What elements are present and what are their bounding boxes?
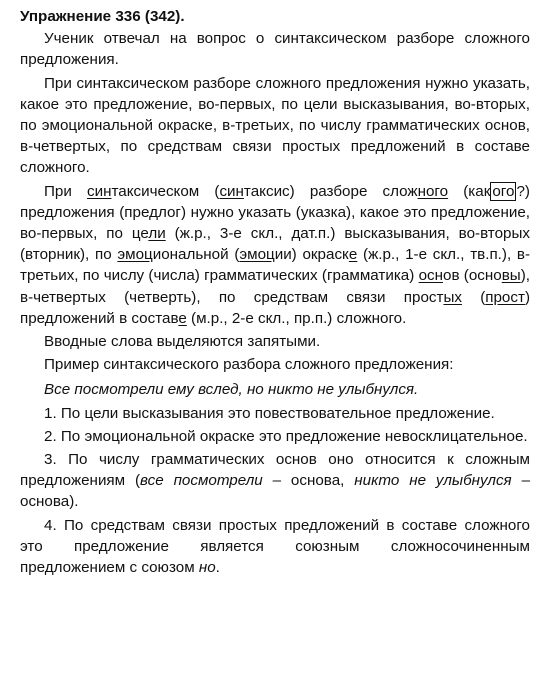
text-fragment: ов (осно xyxy=(443,267,502,285)
exercise-title: Упражнение 336 (342). xyxy=(20,8,185,25)
underlined-fragment: осн xyxy=(418,267,444,285)
text-fragment: ), в-четвертых (четверть), по средствам связи прост xyxy=(20,267,530,306)
boxed-ending: ого xyxy=(492,182,515,200)
underlined-fragment: син xyxy=(219,182,244,200)
analysis-item-3 xyxy=(20,449,530,513)
underlined-fragment: син xyxy=(87,182,112,200)
text-fragment: (ж.р., 3-е скл., дат.п.) высказывания, во-вторых (вторник), по xyxy=(20,225,530,264)
note-line: Вводные слова выделяются запятыми. xyxy=(44,333,321,351)
underlined-fragment: прост xyxy=(485,288,525,306)
text-fragment: (как xyxy=(448,182,491,200)
analysis-item-2: 2. По эмоциональной окраске это предложение невосклицательное. xyxy=(44,427,528,445)
underlined-fragment: е xyxy=(348,246,358,264)
italic-fragment: никто не улыбнулся xyxy=(354,472,512,490)
intro-paragraph: Ученик отвечал на вопрос о синтаксическом разборе сложного предложения. xyxy=(20,30,530,69)
underlined-fragment: ых xyxy=(443,288,462,306)
underlined-fragment: е xyxy=(178,309,187,327)
text-fragment: ?) предложения (предлог) нужно указать (указка), какое это предложение, во-первых, по це xyxy=(20,182,530,243)
analysis-item-4 xyxy=(20,515,530,579)
answer-paragraph: При синтаксическом разборе сложного предложения нужно указать, какое это предложение, во-первых, по цели высказывания, во-вторых, по эмоциональной окраске, в-третьих, по числу грамматических основ, в-четвертых, по средствам связи простых предложений в составе сложного. xyxy=(20,74,530,177)
underlined-fragment: вы xyxy=(501,267,521,285)
text-fragment: 4. По средствам связи простых предложений в составе сложного это предложение является союзным сложносочиненным предложением с союзом xyxy=(20,516,530,577)
answer-analysis-paragraph xyxy=(20,181,530,329)
text-fragment: ии) окраск xyxy=(274,246,349,264)
text-fragment: – основа, xyxy=(262,472,355,490)
italic-fragment: все посмотрели xyxy=(140,472,263,490)
text-fragment: (м.р., 2-е скл., пр.п.) сложного. xyxy=(186,309,407,327)
text-fragment: 3. По числу грамматических основ оно относится к сложным предложениям ( xyxy=(20,451,530,490)
text-fragment: (ж.р., 1-е скл., тв.п.), в-третьих, по числу (числа) грамматических (грамматика) xyxy=(20,246,531,285)
text-fragment: При xyxy=(44,182,87,200)
text-fragment: иональной ( xyxy=(152,246,240,264)
example-sentence: Все посмотрели ему вслед, но никто не улыбнулся. xyxy=(44,381,419,399)
text-fragment: . xyxy=(215,559,220,577)
analysis-item-1: 1. По цели высказывания это повествовательное предложение. xyxy=(44,404,495,422)
text-fragment: таксис) разборе слож xyxy=(243,182,418,200)
text-fragment: таксическом ( xyxy=(111,182,220,200)
underlined-fragment: эмоц xyxy=(117,246,153,264)
example-intro: Пример синтаксического разбора сложного предложения: xyxy=(44,356,454,374)
underlined-fragment: ного xyxy=(417,182,449,200)
text-fragment: – основа). xyxy=(20,472,531,511)
text-fragment: ) предложений в состав xyxy=(20,288,530,327)
text-fragment: ( xyxy=(461,288,486,306)
italic-fragment: но xyxy=(198,559,216,577)
underlined-fragment: эмоц xyxy=(239,246,275,264)
underlined-fragment: ли xyxy=(148,225,166,243)
